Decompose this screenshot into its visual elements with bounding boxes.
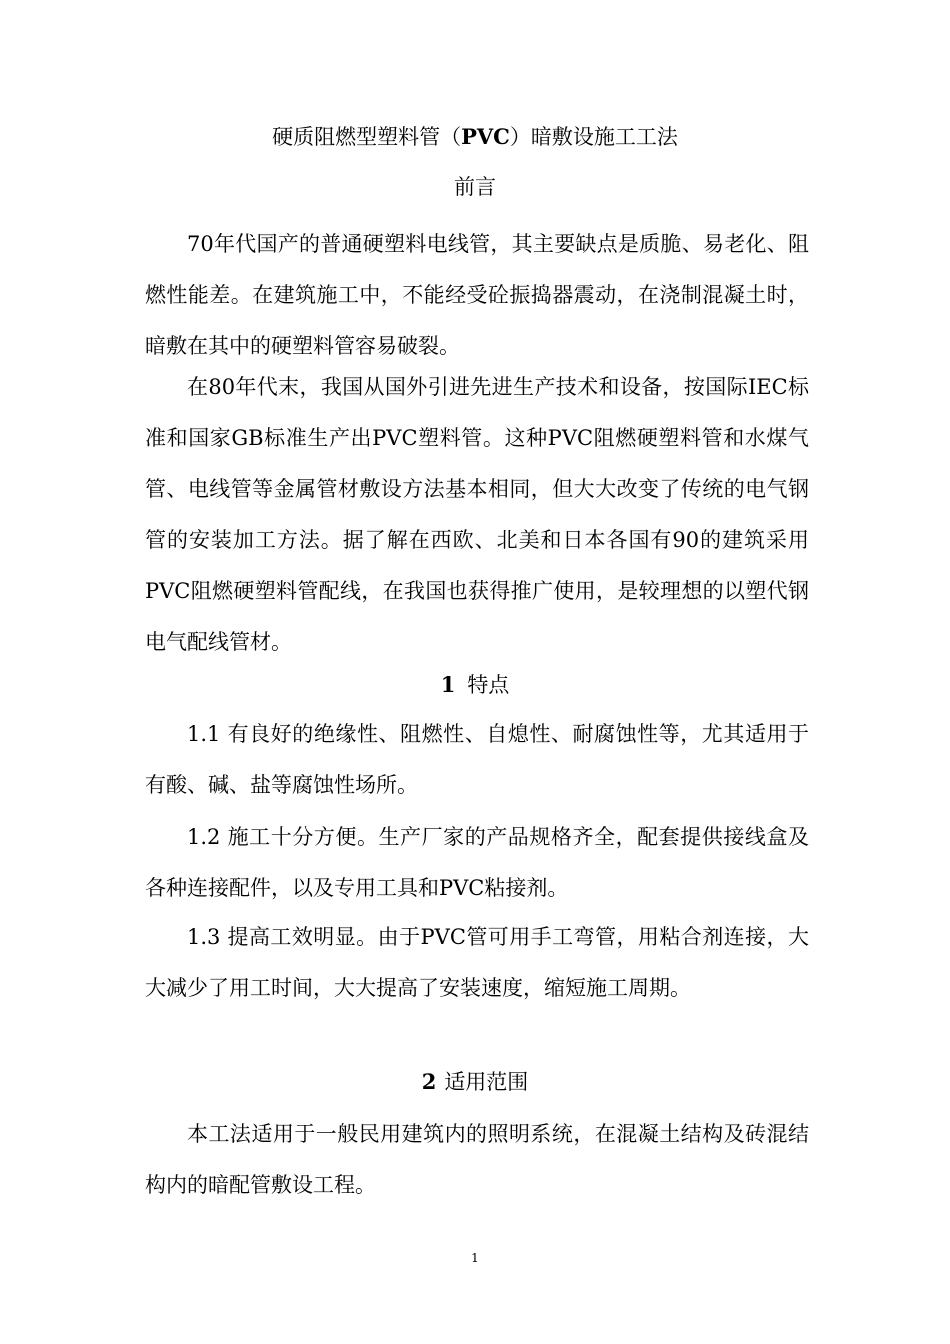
section-1-heading	[145, 670, 805, 700]
section-2-title: 适用范围	[444, 1070, 529, 1094]
paragraph-history: 在80年代末，我国从国外引进先进生产技术和设备，按国际IEC标准和国家GB标准生产出PVC塑料管。这种PVC阻燃硬塑料管和水煤气管、电线管等金属管材敷设方法基本相同，但大大改变了传统的电气钢管的安装加工方法。据了解在西欧、北美和日本各国有90的建筑采用PVC阻燃硬塑料管配线，在我国也获得推广使用，是较理想的以塑代钢电气配线管材。	[145, 375, 809, 654]
section-2-text: 本工法适用于一般民用建筑内的照明系统，在混凝土结构及砖混结构内的暗配管敷设工程。	[145, 1122, 809, 1197]
paragraph-intro: 70年代国产的普通硬塑料电线管，其主要缺点是质脆、易老化、阻燃性能差。在建筑施工中，不能经受砼振捣器震动，在浇制混凝土时，暗敷在其中的硬塑料管容易破裂。	[145, 232, 809, 358]
section-2-number: 2	[421, 1069, 437, 1094]
section-1-number: 1	[440, 672, 456, 697]
title-bold: PVC	[461, 124, 510, 149]
section-2-heading	[145, 1067, 805, 1097]
section-1-item-2: 1.2 施工十分方便。生产厂家的产品规格齐全，配套提供接线盒及各种连接配件，以及专用工具和PVC粘接剂。	[145, 825, 809, 900]
section-1-title: 特点	[467, 673, 510, 697]
title-suffix: ）暗敷设施工工法	[509, 125, 678, 149]
page-number: 1	[471, 1251, 479, 1265]
preface-heading: 前言	[454, 175, 496, 199]
title-prefix: 硬质阻燃型塑料管（	[272, 125, 462, 149]
document-title	[145, 122, 805, 152]
section-1-item-3: 1.3 提高工效明显。由于PVC管可用手工弯管，用粘合剂连接，大大减少了用工时间，大大提高了安装速度，缩短施工周期。	[145, 925, 809, 1000]
section-1-item-1: 1.1 有良好的绝缘性、阻燃性、自熄性、耐腐蚀性等，尤其适用于有酸、碱、盐等腐蚀性场所。	[145, 722, 809, 797]
